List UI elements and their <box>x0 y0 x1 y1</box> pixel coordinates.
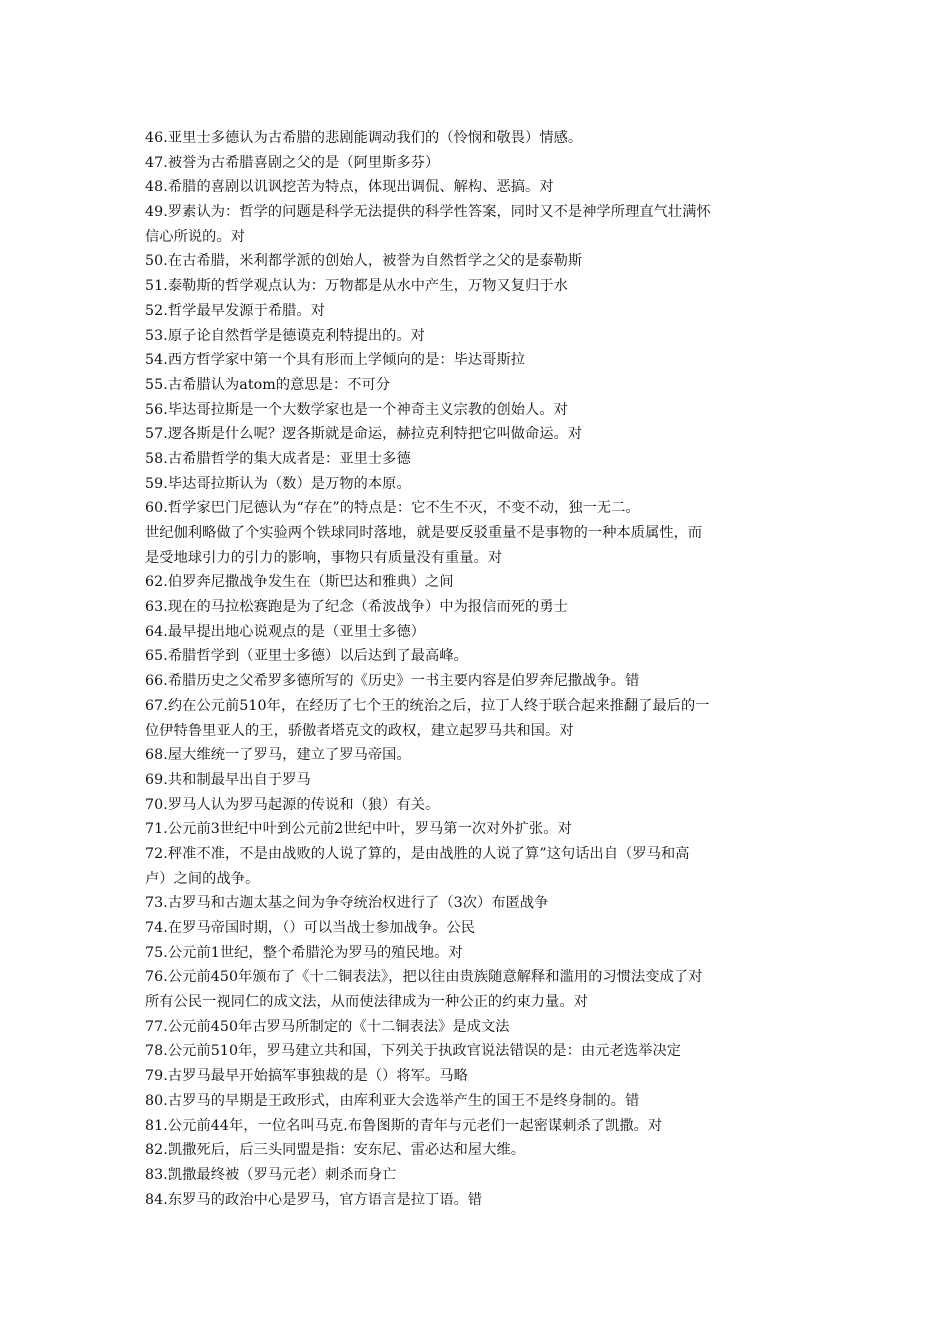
text-line: 56.毕达哥拉斯是一个大数学家也是一个神奇主义宗教的创始人。对 <box>145 401 568 418</box>
text-line: 62.伯罗奔尼撒战争发生在（斯巴达和雅典）之间 <box>145 574 454 591</box>
text-line: 70.罗马人认为罗马起源的传说和（狼）有关。 <box>145 796 440 813</box>
text-line: 75.公元前1世纪，整个希腊沦为罗马的殖民地。对 <box>145 944 463 961</box>
text-line: 55.古希腊认为atom的意思是：不可分 <box>145 376 391 393</box>
text-line: 51.泰勒斯的哲学观点认为：万物都是从水中产生，万物又复归于水 <box>145 278 568 295</box>
text-line: 64.最早提出地心说观点的是（亚里士多德） <box>145 623 426 640</box>
text-line: 82.凯撒死后，后三头同盟是指：安东尼、雷必达和屋大维。 <box>145 1142 526 1159</box>
text-line: 52.哲学最早发源于希腊。对 <box>145 302 326 319</box>
text-line: 79.古罗马最早开始搞军事独裁的是（）将军。马略 <box>145 1068 468 1085</box>
text-line: 58.古希腊哲学的集大成者是：亚里士多德 <box>145 450 411 467</box>
text-line: 71.公元前3世纪中叶到公元前2世纪中叶，罗马第一次对外扩张。对 <box>145 821 572 838</box>
text-line: 50.在古希腊，米利都学派的创始人，被誉为自然哲学之父的是泰勒斯 <box>145 253 583 270</box>
text-line: 67.约在公元前510年，在经历了七个王的统治之后，拉丁人终于联合起来推翻了最后的一 <box>145 697 710 714</box>
text-line: 80.古罗马的早期是王政形式，由库利亚大会选举产生的国王不是终身制的。错 <box>145 1092 640 1109</box>
text-line: 66.希腊历史之父希罗多德所写的《历史》一书主要内容是伯罗奔尼撒战争。错 <box>145 673 640 690</box>
text-line: 48.希腊的喜剧以讥讽挖苦为特点，体现出调侃、解构、恶搞。对 <box>145 179 554 196</box>
text-line: 信心所说的。对 <box>145 228 246 245</box>
text-line: 68.屋大维统一了罗马，建立了罗马帝国。 <box>145 747 411 764</box>
text-line: 卢）之间的战争。 <box>145 870 260 887</box>
text-line: 59.毕达哥拉斯认为（数）是万物的本原。 <box>145 475 411 492</box>
text-line: 57.逻各斯是什么呢？逻各斯就是命运，赫拉克利特把它叫做命运。对 <box>145 426 583 443</box>
text-line: 是受地球引力的引力的影响，事物只有质量没有重量。对 <box>145 549 503 566</box>
text-line: 72.秤准不准，不是由战败的人说了算的，是由战胜的人说了算”这句话出自（罗马和高 <box>145 845 690 862</box>
text-line: 81.公元前44年，一位名叫马克.布鲁图斯的青年与元老们一起密谋刺杀了凯撒。对 <box>145 1117 663 1134</box>
text-line: 84.东罗马的政治中心是罗马，官方语言是拉丁语。错 <box>145 1191 483 1208</box>
text-line: 46.亚里士多德认为古希腊的悲剧能调动我们的（怜悯和敬畏）情感。 <box>145 130 583 146</box>
text-line: 65.希腊哲学到（亚里士多德）以后达到了最高峰。 <box>145 648 468 665</box>
text-line: 63.现在的马拉松赛跑是为了纪念（希波战争）中为报信而死的勇士 <box>145 599 568 616</box>
text-line: 世纪伽利略做了个实验两个铁球同时落地，就是要反驳重量不是事物的一种本质属性，而 <box>145 525 703 541</box>
text-line: 49.罗素认为：哲学的问题是科学无法提供的科学性答案，同时又不是神学所理直气壮满怀 <box>145 204 711 221</box>
text-line: 47.被誉为古希腊喜剧之父的是（阿里斯多芬） <box>145 154 440 171</box>
text-line: 77.公元前450年古罗马所制定的《十二铜表法》是成文法 <box>145 1018 510 1035</box>
text-line: 74.在罗马帝国时期，（）可以当战士参加战争。公民 <box>145 920 476 936</box>
text-line: 69.共和制最早出自于罗马 <box>145 771 311 788</box>
text-line: 60.哲学家巴门尼德认为“存在”的特点是：它不生不灭，不变不动，独一无二。 <box>145 500 640 517</box>
text-line: 76.公元前450年颁布了《十二铜表法》，把以往由贵族随意解释和滥用的习惯法变成了对 <box>145 969 703 986</box>
text-line: 位伊特鲁里亚人的王，骄傲者塔克文的政权，建立起罗马共和国。对 <box>145 722 574 739</box>
text-line: 所有公民一视同仁的成文法，从而使法律成为一种公正的约束力量。对 <box>145 994 588 1011</box>
text-line: 78.公元前510年，罗马建立共和国，下列关于执政官说法错误的是：由元老选举决定 <box>145 1043 682 1060</box>
text-line: 73.古罗马和古迦太基之间为争夺统治权进行了（3次）布匿战争 <box>145 895 549 912</box>
text-line: 54.西方哲学家中第一个具有形而上学倾向的是：毕达哥斯拉 <box>145 352 526 369</box>
text-line: 53.原子论自然哲学是德谟克利特提出的。对 <box>145 327 426 344</box>
text-line: 83.凯撒最终被（罗马元老）刺杀而身亡 <box>145 1166 397 1183</box>
document-body <box>145 126 815 1212</box>
